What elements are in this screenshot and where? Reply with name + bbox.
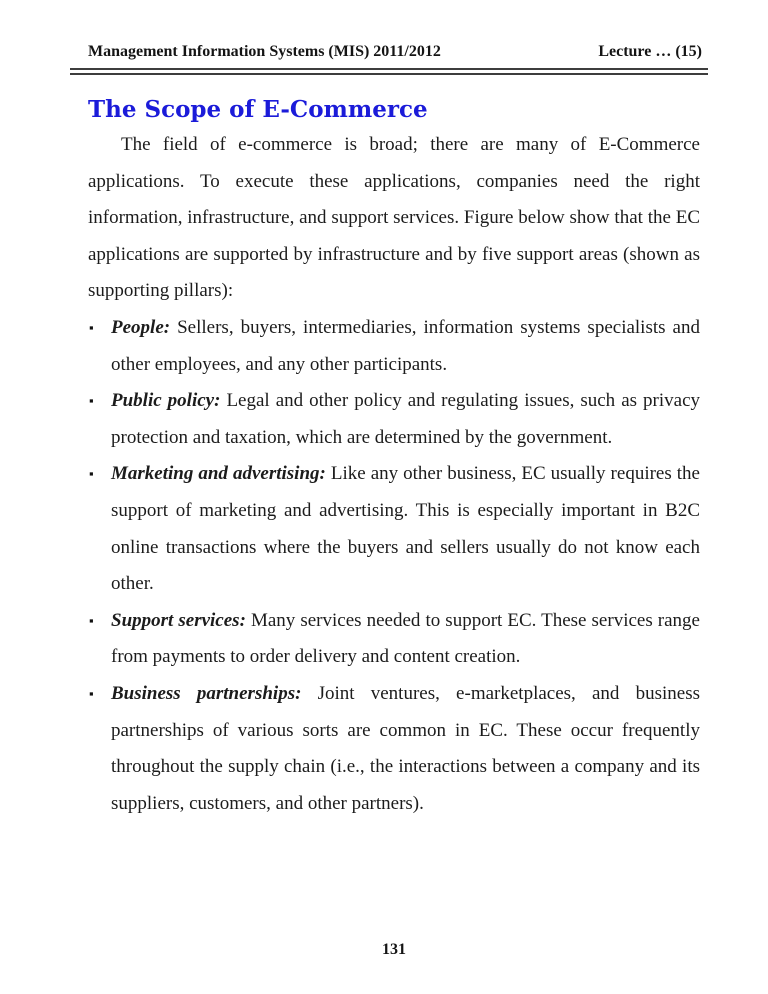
bullet-text: Like any other business, EC usually requires the support of marketing and advertising. This is especially important in B2C online transactions where the buyers and sellers usually do not know each other.	[111, 463, 700, 595]
bullet-text: Sellers, buyers, intermediaries, information systems specialists and other employees, and any other participants.	[111, 316, 700, 375]
header-course-title: Management Information Systems (MIS) 2011/2012	[88, 43, 441, 60]
list-item	[88, 676, 700, 822]
bullet-label: Support services:	[111, 609, 246, 631]
list-item	[88, 456, 700, 602]
header-lecture-number: Lecture … (15)	[598, 43, 702, 60]
bullet-label: Marketing and advertising:	[111, 463, 326, 485]
bullet-label: People:	[111, 316, 171, 338]
page-footer	[88, 941, 700, 959]
bullet-text: Many services needed to support EC. These services range from payments to order delivery and content creation.	[111, 609, 700, 668]
bullet-square-icon: ▪	[89, 466, 94, 482]
bullet-square-icon: ▪	[89, 612, 94, 628]
page-title: The Scope of E-Commerce	[88, 96, 428, 123]
list-item	[88, 603, 700, 676]
page-number: 131	[382, 941, 406, 958]
list-item	[88, 383, 700, 456]
bullet-square-icon: ▪	[89, 393, 94, 409]
bullet-square-icon: ▪	[89, 319, 94, 335]
bullet-text: Joint ventures, e-marketplaces, and business partnerships of various sorts are common in EC. These occur frequently throughout the supply chain (i.e., the interactions between a company and its suppliers, customers, and other partners).	[111, 682, 700, 814]
bullet-square-icon: ▪	[89, 685, 94, 701]
bullet-label: Business partnerships:	[111, 682, 302, 704]
list-item	[88, 310, 700, 383]
document-body	[88, 0, 700, 822]
intro-paragraph: The field of e-commerce is broad; there are many of E-Commerce applications. To execute these applications, companies need the right information, infrastructure, and support services. Figure below show that the EC applications are supported by infrastructure and by five support areas (shown as supporting pillars):	[88, 134, 700, 302]
bullet-label: Public policy:	[111, 390, 221, 412]
support-areas-list	[88, 310, 700, 822]
bullet-text: Legal and other policy and regulating issues, such as privacy protection and taxation, which are determined by the government.	[111, 390, 700, 448]
